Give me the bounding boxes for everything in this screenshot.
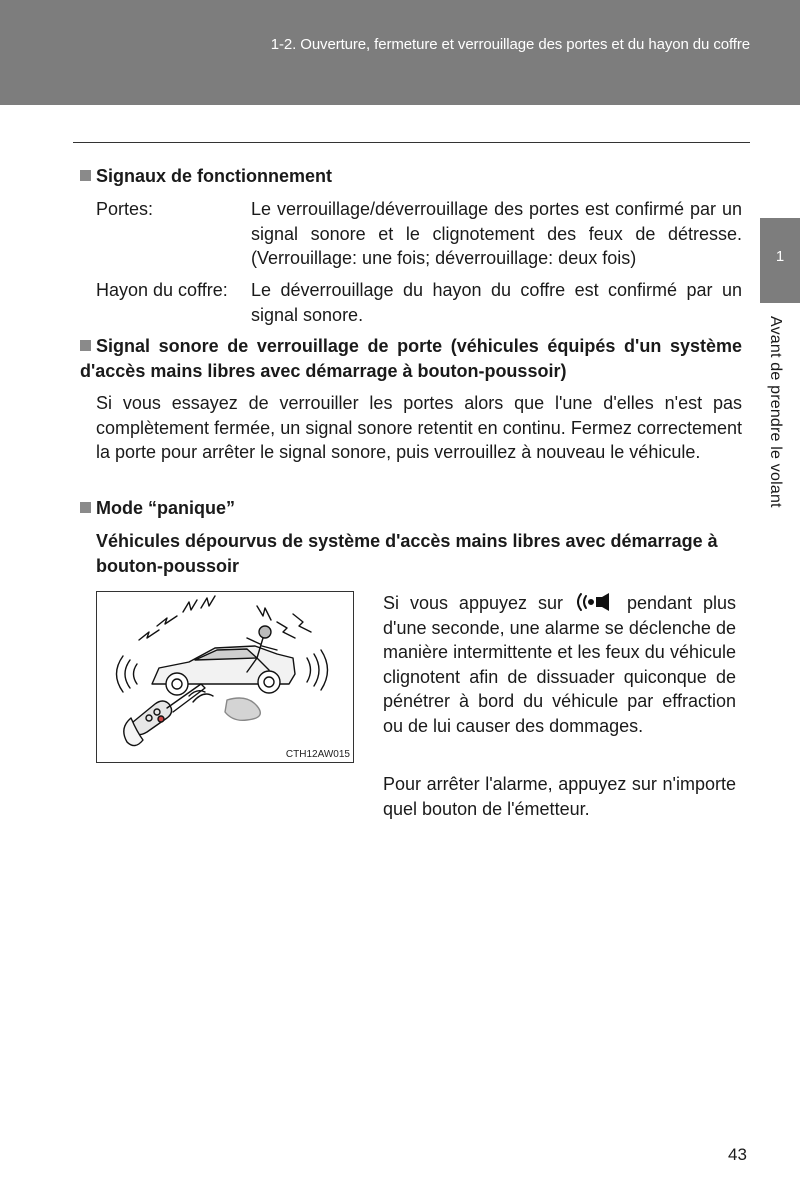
bullet-square-icon [80, 170, 91, 181]
definition-desc-portes: Le verrouillage/déverrouillage des portes est confirmé par un signal sonore et le clignotement des feux de détresse. (Verrouillage: une fois; déverrouillage: deux fois) [251, 199, 742, 268]
bullet-square-icon [80, 340, 91, 351]
header-rule [73, 142, 750, 143]
definition-term-hayon: Hayon du coffre: [96, 280, 228, 300]
bullet-square-icon [80, 502, 91, 513]
definition-term-portes: Portes: [96, 199, 154, 219]
chapter-tab-label: Avant de prendre le volant [767, 316, 784, 508]
panic-mode-illustration [96, 591, 354, 763]
section-heading-mode-panique: Mode “panique” [80, 496, 235, 520]
panic-text-start: Si vous appuyez sur [383, 593, 563, 613]
panic-text-rest: pendant plus d'une seconde, une alarme se déclenche de manière intermittente et les feux du véhicule clignotent afin de dissuader quiconque de pénétrer à bord du véhicule par effraction ou de lui causer des dommages. [383, 593, 736, 736]
chapter-tab [760, 218, 800, 303]
section-heading-signal-sonore: Signal sonore de verrouillage de porte (véhicules équipés d'un système d'accès mains libres avec démarrage à bouton-poussoir) [80, 336, 742, 381]
stop-alarm-instruction: Pour arrêter l'alarme, appuyez sur n'importe quel bouton de l'émetteur. [383, 774, 736, 819]
panic-mode-description [383, 591, 736, 738]
car-alarm-drawing [97, 592, 353, 762]
page-number: 43 [728, 1145, 747, 1164]
section3-subheading: Véhicules dépourvus de système d'accès mains libres avec démarrage à bouton-poussoir [96, 531, 718, 576]
section-heading-signaux: Signaux de fonctionnement [80, 164, 332, 188]
section2-body: Si vous essayez de verrouiller les portes alors que l'une d'elles n'est pas complètement fermée, un signal sonore retentit en continu. Fermez correctement la porte pour arrêter le signal sonore, puis verrouillez à nouveau le véhicule. [96, 393, 742, 462]
definition-desc-hayon: Le déverrouillage du hayon du coffre est confirmé par un signal sonore. [251, 280, 742, 325]
header-band [0, 0, 800, 105]
illustration-code: CTH12AW015 [285, 749, 350, 760]
panic-alarm-icon [573, 591, 617, 613]
chapter-tab-number: 1 [775, 248, 785, 265]
chapter-title: 1-2. Ouverture, fermeture et verrouillage des portes et du hayon du coffre [270, 36, 750, 53]
